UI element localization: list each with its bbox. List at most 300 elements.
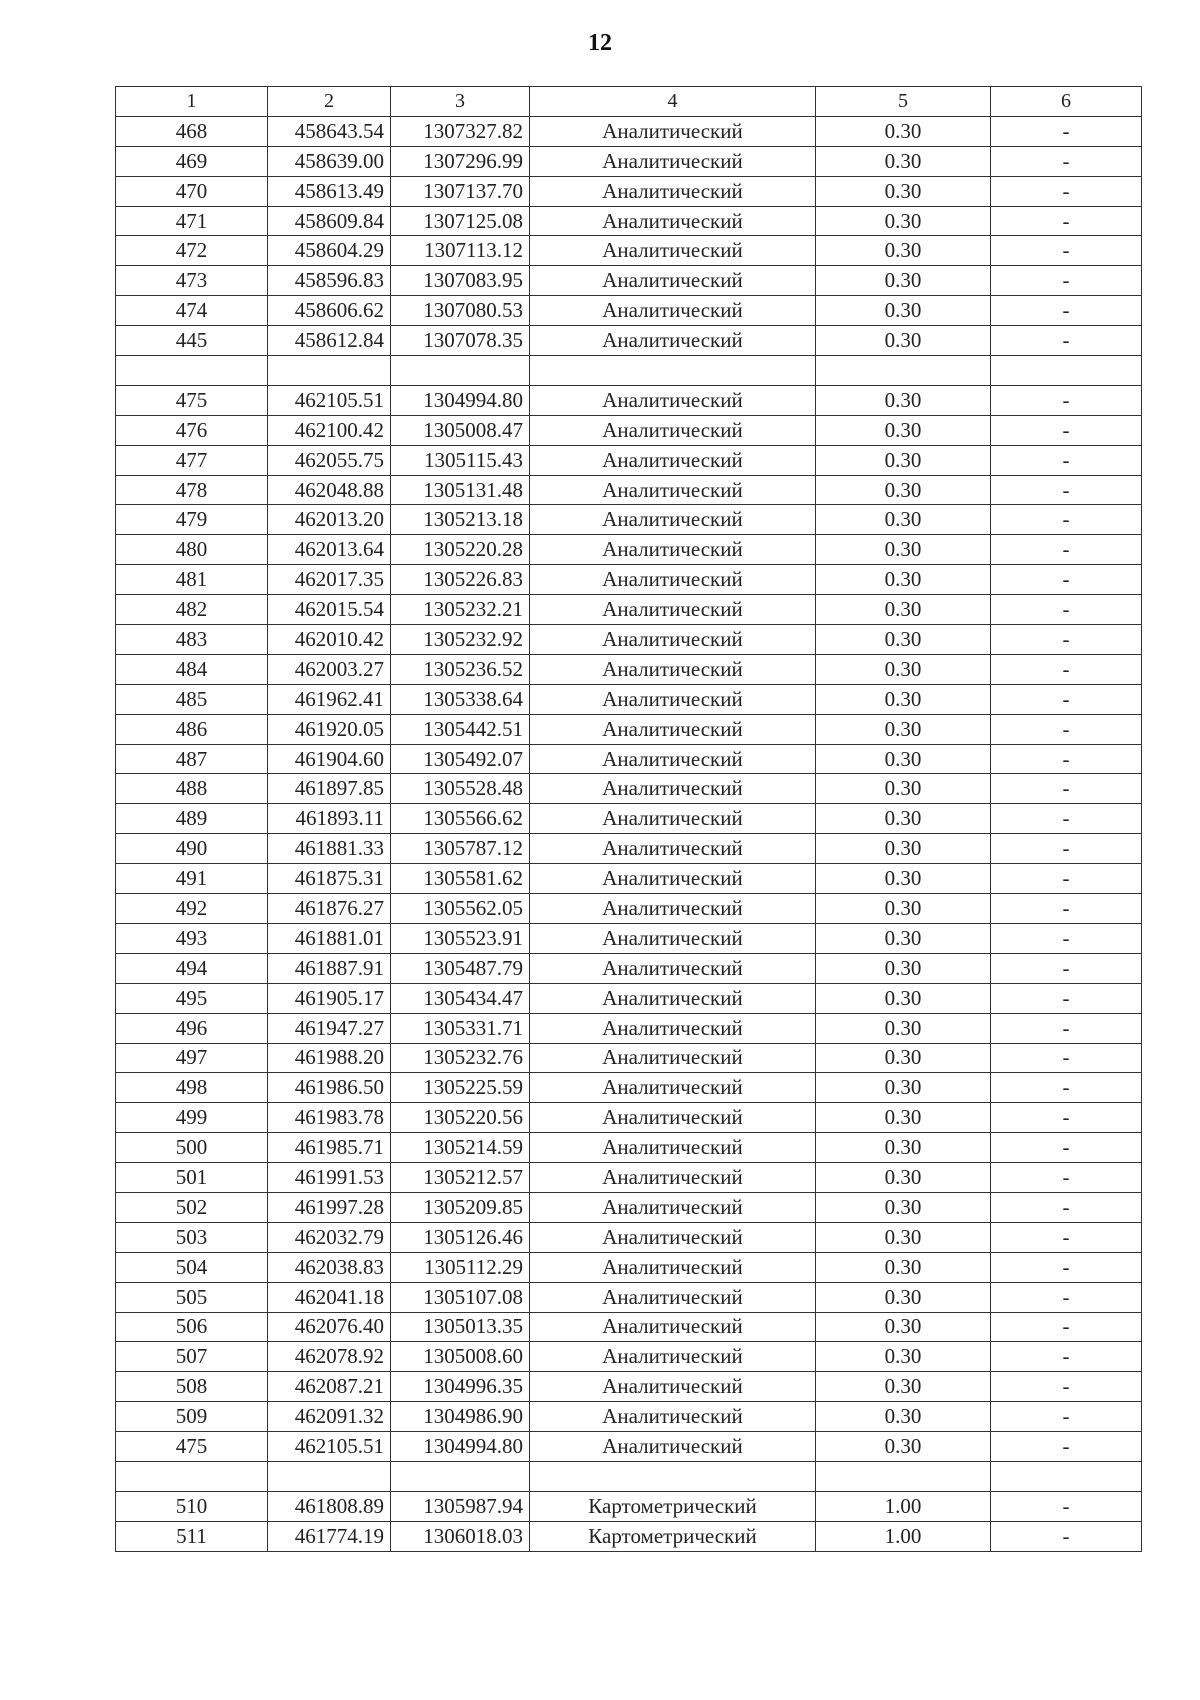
cell-x-coordinate: 458612.84 xyxy=(268,326,391,356)
cell-point-number: 506 xyxy=(116,1312,268,1342)
cell-x-coordinate xyxy=(268,356,391,386)
cell-accuracy: 0.30 xyxy=(816,1073,991,1103)
cell-note: - xyxy=(991,1222,1142,1252)
cell-x-coordinate: 461881.33 xyxy=(268,834,391,864)
cell-point-number: 481 xyxy=(116,565,268,595)
cell-method: Аналитический xyxy=(530,714,816,744)
table-row xyxy=(116,176,1142,206)
cell-x-coordinate: 462100.42 xyxy=(268,415,391,445)
cell-y-coordinate: 1307137.70 xyxy=(391,176,530,206)
cell-accuracy: 0.30 xyxy=(816,625,991,655)
cell-x-coordinate: 461876.27 xyxy=(268,894,391,924)
cell-note: - xyxy=(991,296,1142,326)
cell-y-coordinate: 1305492.07 xyxy=(391,744,530,774)
cell-y-coordinate xyxy=(391,1461,530,1491)
cell-x-coordinate: 462048.88 xyxy=(268,475,391,505)
cell-y-coordinate: 1305331.71 xyxy=(391,1013,530,1043)
cell-note: - xyxy=(991,565,1142,595)
cell-x-coordinate: 458613.49 xyxy=(268,176,391,206)
cell-method: Аналитический xyxy=(530,1282,816,1312)
cell-x-coordinate: 462038.83 xyxy=(268,1252,391,1282)
cell-point-number: 504 xyxy=(116,1252,268,1282)
cell-x-coordinate: 461985.71 xyxy=(268,1133,391,1163)
cell-method: Аналитический xyxy=(530,894,816,924)
cell-note: - xyxy=(991,625,1142,655)
cell-point-number: 469 xyxy=(116,146,268,176)
cell-point-number: 476 xyxy=(116,415,268,445)
cell-accuracy: 0.30 xyxy=(816,1402,991,1432)
table-row xyxy=(116,445,1142,475)
cell-method: Аналитический xyxy=(530,1432,816,1462)
table-row xyxy=(116,1222,1142,1252)
cell-accuracy: 0.30 xyxy=(816,146,991,176)
cell-y-coordinate: 1305209.85 xyxy=(391,1192,530,1222)
cell-method: Аналитический xyxy=(530,1222,816,1252)
cell-note xyxy=(991,1461,1142,1491)
cell-x-coordinate: 458604.29 xyxy=(268,236,391,266)
cell-point-number: 475 xyxy=(116,385,268,415)
cell-method: Аналитический xyxy=(530,684,816,714)
table-row xyxy=(116,326,1142,356)
cell-point-number: 484 xyxy=(116,654,268,684)
table-row xyxy=(116,1521,1142,1551)
cell-method: Аналитический xyxy=(530,1043,816,1073)
cell-y-coordinate: 1305232.92 xyxy=(391,625,530,655)
cell-x-coordinate: 462032.79 xyxy=(268,1222,391,1252)
cell-accuracy: 0.30 xyxy=(816,684,991,714)
cell-accuracy: 0.30 xyxy=(816,475,991,505)
cell-point-number: 488 xyxy=(116,774,268,804)
cell-accuracy: 0.30 xyxy=(816,1163,991,1193)
cell-y-coordinate: 1307083.95 xyxy=(391,266,530,296)
cell-x-coordinate: 458596.83 xyxy=(268,266,391,296)
cell-note: - xyxy=(991,1043,1142,1073)
cell-point-number: 468 xyxy=(116,116,268,146)
cell-accuracy: 0.30 xyxy=(816,1222,991,1252)
cell-note: - xyxy=(991,475,1142,505)
cell-accuracy: 0.30 xyxy=(816,445,991,475)
cell-y-coordinate: 1307327.82 xyxy=(391,116,530,146)
table-row xyxy=(116,1073,1142,1103)
cell-point-number xyxy=(116,1461,268,1491)
table-row xyxy=(116,1133,1142,1163)
cell-method: Аналитический xyxy=(530,1103,816,1133)
cell-method: Аналитический xyxy=(530,1073,816,1103)
cell-x-coordinate: 461997.28 xyxy=(268,1192,391,1222)
cell-y-coordinate: 1305442.51 xyxy=(391,714,530,744)
cell-x-coordinate: 462003.27 xyxy=(268,654,391,684)
cell-x-coordinate: 461897.85 xyxy=(268,774,391,804)
cell-point-number: 489 xyxy=(116,804,268,834)
cell-method: Аналитический xyxy=(530,1402,816,1432)
cell-point-number: 491 xyxy=(116,864,268,894)
cell-accuracy: 0.30 xyxy=(816,415,991,445)
cell-accuracy: 0.30 xyxy=(816,326,991,356)
cell-method: Аналитический xyxy=(530,625,816,655)
cell-point-number: 499 xyxy=(116,1103,268,1133)
cell-point-number: 485 xyxy=(116,684,268,714)
cell-method: Аналитический xyxy=(530,923,816,953)
cell-method: Аналитический xyxy=(530,535,816,565)
cell-y-coordinate: 1305225.59 xyxy=(391,1073,530,1103)
cell-point-number: 509 xyxy=(116,1402,268,1432)
cell-point-number: 500 xyxy=(116,1133,268,1163)
table-row xyxy=(116,1013,1142,1043)
cell-y-coordinate: 1305008.60 xyxy=(391,1342,530,1372)
cell-method: Аналитический xyxy=(530,385,816,415)
cell-method: Аналитический xyxy=(530,1192,816,1222)
cell-x-coordinate: 461881.01 xyxy=(268,923,391,953)
cell-method: Картометрический xyxy=(530,1521,816,1551)
cell-method xyxy=(530,1461,816,1491)
cell-y-coordinate: 1305008.47 xyxy=(391,415,530,445)
column-header-4: 4 xyxy=(530,87,816,117)
cell-note: - xyxy=(991,1342,1142,1372)
cell-x-coordinate xyxy=(268,1461,391,1491)
cell-x-coordinate: 461904.60 xyxy=(268,744,391,774)
cell-note: - xyxy=(991,1312,1142,1342)
cell-x-coordinate: 458609.84 xyxy=(268,206,391,236)
cell-note: - xyxy=(991,923,1142,953)
cell-method: Аналитический xyxy=(530,116,816,146)
table-row xyxy=(116,415,1142,445)
cell-point-number: 505 xyxy=(116,1282,268,1312)
cell-point-number: 472 xyxy=(116,236,268,266)
cell-x-coordinate: 461962.41 xyxy=(268,684,391,714)
cell-y-coordinate: 1306018.03 xyxy=(391,1521,530,1551)
cell-y-coordinate: 1307078.35 xyxy=(391,326,530,356)
cell-y-coordinate: 1305528.48 xyxy=(391,774,530,804)
cell-y-coordinate: 1307080.53 xyxy=(391,296,530,326)
cell-x-coordinate: 461808.89 xyxy=(268,1491,391,1521)
cell-y-coordinate: 1305987.94 xyxy=(391,1491,530,1521)
cell-accuracy: 1.00 xyxy=(816,1521,991,1551)
cell-x-coordinate: 458643.54 xyxy=(268,116,391,146)
table-row xyxy=(116,1043,1142,1073)
table-row xyxy=(116,1282,1142,1312)
cell-x-coordinate: 461774.19 xyxy=(268,1521,391,1551)
cell-note: - xyxy=(991,1013,1142,1043)
cell-point-number: 495 xyxy=(116,983,268,1013)
cell-x-coordinate: 461887.91 xyxy=(268,953,391,983)
cell-accuracy: 0.30 xyxy=(816,1013,991,1043)
cell-accuracy: 0.30 xyxy=(816,1312,991,1342)
cell-note: - xyxy=(991,983,1142,1013)
cell-y-coordinate: 1307125.08 xyxy=(391,206,530,236)
cell-point-number: 507 xyxy=(116,1342,268,1372)
cell-note: - xyxy=(991,1282,1142,1312)
cell-point-number: 502 xyxy=(116,1192,268,1222)
cell-note: - xyxy=(991,1133,1142,1163)
cell-y-coordinate: 1304986.90 xyxy=(391,1402,530,1432)
cell-accuracy: 0.30 xyxy=(816,774,991,804)
cell-y-coordinate: 1305131.48 xyxy=(391,475,530,505)
cell-note: - xyxy=(991,1521,1142,1551)
cell-accuracy: 0.30 xyxy=(816,206,991,236)
cell-accuracy: 0.30 xyxy=(816,236,991,266)
cell-method: Аналитический xyxy=(530,206,816,236)
cell-method: Аналитический xyxy=(530,1372,816,1402)
column-header-1: 1 xyxy=(116,87,268,117)
cell-method: Аналитический xyxy=(530,415,816,445)
cell-point-number: 480 xyxy=(116,535,268,565)
cell-note: - xyxy=(991,266,1142,296)
cell-note: - xyxy=(991,116,1142,146)
cell-point-number: 494 xyxy=(116,953,268,983)
cell-x-coordinate: 462105.51 xyxy=(268,385,391,415)
cell-point-number: 474 xyxy=(116,296,268,326)
table-row xyxy=(116,983,1142,1013)
table-row xyxy=(116,385,1142,415)
cell-point-number xyxy=(116,356,268,386)
table-row xyxy=(116,1432,1142,1462)
cell-x-coordinate: 461905.17 xyxy=(268,983,391,1013)
cell-x-coordinate: 461947.27 xyxy=(268,1013,391,1043)
cell-note: - xyxy=(991,1491,1142,1521)
cell-y-coordinate: 1305213.18 xyxy=(391,505,530,535)
cell-method: Аналитический xyxy=(530,1312,816,1342)
cell-accuracy xyxy=(816,1461,991,1491)
cell-accuracy: 0.30 xyxy=(816,894,991,924)
table-row xyxy=(116,236,1142,266)
cell-accuracy: 0.30 xyxy=(816,923,991,953)
cell-note: - xyxy=(991,385,1142,415)
table-row xyxy=(116,834,1142,864)
cell-accuracy: 0.30 xyxy=(816,1372,991,1402)
cell-y-coordinate: 1305236.52 xyxy=(391,654,530,684)
cell-method: Аналитический xyxy=(530,804,816,834)
cell-accuracy: 0.30 xyxy=(816,654,991,684)
cell-accuracy: 0.30 xyxy=(816,1103,991,1133)
cell-method: Аналитический xyxy=(530,236,816,266)
cell-accuracy: 0.30 xyxy=(816,953,991,983)
cell-note: - xyxy=(991,804,1142,834)
cell-accuracy: 0.30 xyxy=(816,176,991,206)
cell-method: Аналитический xyxy=(530,326,816,356)
cell-method: Аналитический xyxy=(530,475,816,505)
cell-point-number: 486 xyxy=(116,714,268,744)
cell-x-coordinate: 462087.21 xyxy=(268,1372,391,1402)
cell-y-coordinate: 1307113.12 xyxy=(391,236,530,266)
cell-point-number: 487 xyxy=(116,744,268,774)
cell-accuracy: 0.30 xyxy=(816,1252,991,1282)
cell-point-number: 475 xyxy=(116,1432,268,1462)
cell-note: - xyxy=(991,744,1142,774)
cell-x-coordinate: 461920.05 xyxy=(268,714,391,744)
table-row xyxy=(116,1192,1142,1222)
table-row xyxy=(116,1461,1142,1491)
cell-point-number: 508 xyxy=(116,1372,268,1402)
cell-x-coordinate: 462041.18 xyxy=(268,1282,391,1312)
cell-method: Аналитический xyxy=(530,654,816,684)
table-row xyxy=(116,1491,1142,1521)
cell-y-coordinate: 1305115.43 xyxy=(391,445,530,475)
cell-point-number: 470 xyxy=(116,176,268,206)
cell-accuracy: 0.30 xyxy=(816,744,991,774)
cell-method: Аналитический xyxy=(530,774,816,804)
cell-note: - xyxy=(991,1163,1142,1193)
cell-x-coordinate: 462010.42 xyxy=(268,625,391,655)
cell-x-coordinate: 461988.20 xyxy=(268,1043,391,1073)
cell-method: Аналитический xyxy=(530,1013,816,1043)
table-row xyxy=(116,804,1142,834)
table-row xyxy=(116,146,1142,176)
table-row xyxy=(116,1312,1142,1342)
cell-method: Аналитический xyxy=(530,864,816,894)
cell-note: - xyxy=(991,146,1142,176)
cell-accuracy: 0.30 xyxy=(816,595,991,625)
cell-point-number: 492 xyxy=(116,894,268,924)
table-row xyxy=(116,296,1142,326)
cell-note: - xyxy=(991,1073,1142,1103)
cell-x-coordinate: 461893.11 xyxy=(268,804,391,834)
cell-x-coordinate: 462013.20 xyxy=(268,505,391,535)
cell-accuracy: 0.30 xyxy=(816,983,991,1013)
cell-method: Аналитический xyxy=(530,505,816,535)
cell-y-coordinate: 1305212.57 xyxy=(391,1163,530,1193)
cell-accuracy: 0.30 xyxy=(816,1192,991,1222)
cell-x-coordinate: 458639.00 xyxy=(268,146,391,176)
cell-point-number: 473 xyxy=(116,266,268,296)
cell-method: Аналитический xyxy=(530,266,816,296)
cell-note: - xyxy=(991,206,1142,236)
cell-method: Картометрический xyxy=(530,1491,816,1521)
cell-x-coordinate: 462015.54 xyxy=(268,595,391,625)
cell-method: Аналитический xyxy=(530,565,816,595)
cell-accuracy: 0.30 xyxy=(816,1043,991,1073)
cell-point-number: 478 xyxy=(116,475,268,505)
cell-note: - xyxy=(991,505,1142,535)
cell-y-coordinate: 1305434.47 xyxy=(391,983,530,1013)
cell-point-number: 493 xyxy=(116,923,268,953)
cell-x-coordinate: 461991.53 xyxy=(268,1163,391,1193)
table-row xyxy=(116,356,1142,386)
cell-y-coordinate: 1305220.56 xyxy=(391,1103,530,1133)
column-header-5: 5 xyxy=(816,87,991,117)
cell-note: - xyxy=(991,326,1142,356)
cell-accuracy: 0.30 xyxy=(816,1342,991,1372)
table-row xyxy=(116,625,1142,655)
cell-method: Аналитический xyxy=(530,953,816,983)
cell-note: - xyxy=(991,236,1142,266)
table-row xyxy=(116,1342,1142,1372)
column-header-2: 2 xyxy=(268,87,391,117)
cell-method: Аналитический xyxy=(530,1252,816,1282)
cell-x-coordinate: 462078.92 xyxy=(268,1342,391,1372)
cell-point-number: 498 xyxy=(116,1073,268,1103)
cell-y-coordinate: 1305232.21 xyxy=(391,595,530,625)
cell-point-number: 482 xyxy=(116,595,268,625)
table-row xyxy=(116,1372,1142,1402)
cell-y-coordinate: 1305523.91 xyxy=(391,923,530,953)
table-row xyxy=(116,953,1142,983)
cell-accuracy: 0.30 xyxy=(816,834,991,864)
cell-note: - xyxy=(991,894,1142,924)
table-row xyxy=(116,684,1142,714)
cell-y-coordinate: 1305226.83 xyxy=(391,565,530,595)
table-row xyxy=(116,774,1142,804)
cell-accuracy: 0.30 xyxy=(816,1282,991,1312)
cell-accuracy: 0.30 xyxy=(816,296,991,326)
cell-y-coordinate: 1305338.64 xyxy=(391,684,530,714)
cell-method: Аналитический xyxy=(530,1342,816,1372)
cell-y-coordinate: 1304996.35 xyxy=(391,1372,530,1402)
table-row xyxy=(116,654,1142,684)
cell-point-number: 510 xyxy=(116,1491,268,1521)
cell-y-coordinate xyxy=(391,356,530,386)
table-header-row xyxy=(116,87,1142,117)
table-row xyxy=(116,744,1142,774)
table-row xyxy=(116,535,1142,565)
cell-accuracy: 0.30 xyxy=(816,116,991,146)
cell-note: - xyxy=(991,654,1142,684)
cell-accuracy: 0.30 xyxy=(816,864,991,894)
cell-note: - xyxy=(991,1252,1142,1282)
cell-accuracy: 0.30 xyxy=(816,505,991,535)
table-row xyxy=(116,116,1142,146)
cell-x-coordinate: 462017.35 xyxy=(268,565,391,595)
cell-accuracy: 0.30 xyxy=(816,385,991,415)
cell-note: - xyxy=(991,864,1142,894)
table-row xyxy=(116,565,1142,595)
cell-y-coordinate: 1305220.28 xyxy=(391,535,530,565)
cell-point-number: 445 xyxy=(116,326,268,356)
table-row xyxy=(116,475,1142,505)
cell-accuracy: 0.30 xyxy=(816,804,991,834)
cell-point-number: 477 xyxy=(116,445,268,475)
table-body xyxy=(116,116,1142,1551)
cell-note: - xyxy=(991,535,1142,565)
cell-x-coordinate: 461986.50 xyxy=(268,1073,391,1103)
cell-x-coordinate: 462055.75 xyxy=(268,445,391,475)
cell-accuracy: 0.30 xyxy=(816,714,991,744)
cell-y-coordinate: 1305107.08 xyxy=(391,1282,530,1312)
cell-note: - xyxy=(991,595,1142,625)
cell-method: Аналитический xyxy=(530,1163,816,1193)
page-number: 12 xyxy=(588,30,612,56)
cell-note: - xyxy=(991,1432,1142,1462)
coordinates-table xyxy=(115,86,1142,1552)
table-row xyxy=(116,1103,1142,1133)
cell-x-coordinate: 462091.32 xyxy=(268,1402,391,1432)
cell-method: Аналитический xyxy=(530,595,816,625)
cell-note: - xyxy=(991,684,1142,714)
cell-y-coordinate: 1304994.80 xyxy=(391,385,530,415)
cell-x-coordinate: 462013.64 xyxy=(268,535,391,565)
table-row xyxy=(116,595,1142,625)
cell-accuracy: 0.30 xyxy=(816,565,991,595)
table-row xyxy=(116,894,1142,924)
cell-y-coordinate: 1305581.62 xyxy=(391,864,530,894)
cell-method: Аналитический xyxy=(530,176,816,206)
cell-y-coordinate: 1305232.76 xyxy=(391,1043,530,1073)
cell-point-number: 511 xyxy=(116,1521,268,1551)
table-row xyxy=(116,505,1142,535)
cell-accuracy: 0.30 xyxy=(816,1133,991,1163)
cell-x-coordinate: 461983.78 xyxy=(268,1103,391,1133)
cell-x-coordinate: 462076.40 xyxy=(268,1312,391,1342)
cell-method: Аналитический xyxy=(530,146,816,176)
cell-point-number: 503 xyxy=(116,1222,268,1252)
cell-y-coordinate: 1305214.59 xyxy=(391,1133,530,1163)
cell-accuracy xyxy=(816,356,991,386)
cell-y-coordinate: 1305487.79 xyxy=(391,953,530,983)
table-row xyxy=(116,923,1142,953)
table-row xyxy=(116,1163,1142,1193)
cell-method: Аналитический xyxy=(530,983,816,1013)
table-row xyxy=(116,714,1142,744)
cell-note xyxy=(991,356,1142,386)
